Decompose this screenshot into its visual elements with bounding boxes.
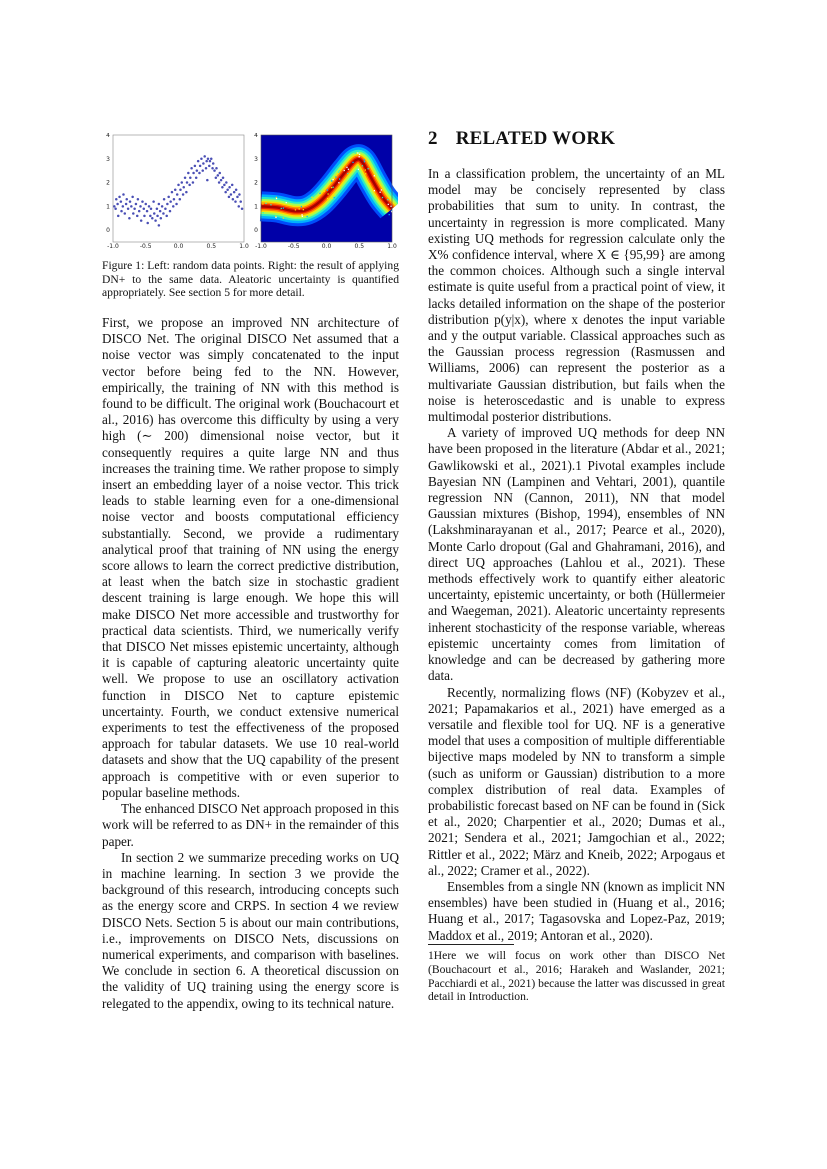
density-speckle xyxy=(265,203,266,204)
scatter-point xyxy=(116,203,119,206)
scatter-point xyxy=(203,155,206,158)
scatter-point xyxy=(175,203,178,206)
density-speckle xyxy=(359,154,360,155)
scatter-point xyxy=(160,217,163,220)
plot-frame xyxy=(113,135,244,242)
scatter-point xyxy=(194,165,197,168)
scatter-point xyxy=(164,207,167,210)
scatter-point xyxy=(140,219,143,222)
scatter-point xyxy=(132,212,135,215)
scatter-point xyxy=(174,188,177,191)
scatter-point xyxy=(221,186,224,189)
scatter-point xyxy=(201,169,204,172)
y-tick-label: 1 xyxy=(254,203,258,211)
paragraph-normalizing-flows: Recently, normalizing flows (NF) (Kobyzev et al., 2021; Papamakarios et al., 2021) have emerged as a versatile and flexible tool for UQ. NF is a generative model that uses a composition of multiple differentiable bijective maps modeled by NN to transform a simple (such as uniform or Gaussian) distribution to a more complex distribution of real data. Examples of probabilistic forecast based on NF can be found in (Sick et al., 2020; Charpentier et al., 2020; Dumas et al., 2021; Sendera et al., 2021; Jamgochian et al., 2022; Rittler et al., 2022; März and Kneib, 2022; Arpogaus et al., 2022; Cramer et al., 2022). xyxy=(428,684,726,878)
heatmap-figure xyxy=(252,133,398,253)
scatter-point xyxy=(205,167,208,170)
scatter-point xyxy=(196,169,199,172)
density-speckle xyxy=(381,189,382,190)
scatter-point xyxy=(126,198,129,201)
x-tick-label: 0.0 xyxy=(321,243,332,250)
scatter-point xyxy=(146,210,149,213)
scatter-point xyxy=(141,200,144,203)
x-tick-label: 1.0 xyxy=(239,243,249,250)
scatter-point xyxy=(135,203,138,206)
x-tick-label: 0.0 xyxy=(173,243,184,250)
density-speckle xyxy=(333,195,334,196)
density-speckle xyxy=(339,178,340,179)
scatter-point xyxy=(230,193,233,196)
density-speckle xyxy=(358,169,359,170)
scatter-point xyxy=(187,172,190,175)
density-speckle xyxy=(270,204,271,205)
scatter-point xyxy=(212,162,215,165)
scatter-point xyxy=(153,212,156,215)
y-tick-label: 3 xyxy=(106,155,110,163)
y-tick-label: 4 xyxy=(106,133,110,139)
scatter-point xyxy=(192,181,195,184)
density-speckle xyxy=(303,209,304,210)
scatter-point xyxy=(228,196,231,199)
density-speckle xyxy=(334,197,335,198)
scatter-point xyxy=(225,181,228,184)
scatter-point xyxy=(211,167,214,170)
scatter-point xyxy=(118,196,121,199)
footnote: 1Here we will focus on work other than DISCO Net (Bouchacourt et al., 2016; Harakeh and Waslander, 2021; Pacchiardi et al., 2021) because the latter was discussed in great detail in Introduction. xyxy=(428,949,725,1004)
scatter-point xyxy=(235,188,238,191)
density-speckle xyxy=(299,208,300,209)
density-speckle xyxy=(283,217,284,218)
scatter-point xyxy=(172,205,175,208)
density-speckle xyxy=(390,206,391,207)
density-speckle xyxy=(367,168,368,169)
scatter-point xyxy=(128,217,131,220)
density-speckle xyxy=(327,198,328,199)
x-tick-label: 0.5 xyxy=(206,243,217,250)
density-speckle xyxy=(301,214,302,215)
density-speckle xyxy=(364,159,365,160)
footnote-rule xyxy=(428,944,514,945)
scatter-point xyxy=(198,172,201,175)
scatter-point xyxy=(122,193,125,196)
scatter-point xyxy=(124,212,127,215)
scatter-point xyxy=(188,184,191,187)
scatter-point xyxy=(117,215,120,218)
scatter-point xyxy=(152,200,155,203)
scatter-point xyxy=(159,210,162,213)
density-speckle xyxy=(362,165,363,166)
density-speckle xyxy=(382,197,383,198)
x-tick-labels xyxy=(107,243,249,250)
scatter-point xyxy=(195,177,198,180)
left-column xyxy=(102,315,399,1012)
x-tick-label: -1.0 xyxy=(255,243,267,250)
scatter-point xyxy=(185,191,188,194)
scatter-point xyxy=(215,167,218,170)
section-heading xyxy=(428,128,615,150)
scatter-point xyxy=(150,207,153,210)
paragraph-implicit-ensembles: Ensembles from a single NN (known as implicit NN ensembles) have been studied in (Huang et al., 2016; Huang et al., 2017; Tagasovska and Lopez-Paz, 2019; Maddox et al., 2019; Antoran et al., 2020). xyxy=(428,878,725,943)
density-speckle xyxy=(365,173,366,174)
scatter-point xyxy=(114,207,117,210)
scatter-point xyxy=(146,222,149,225)
density-speckle xyxy=(301,206,302,207)
scatter-point xyxy=(137,198,140,201)
scatter-point xyxy=(125,203,128,206)
density-speckle xyxy=(374,190,375,191)
density-speckle xyxy=(387,199,388,200)
density-speckle xyxy=(332,179,333,180)
scatter-point xyxy=(234,200,237,203)
scatter-point xyxy=(238,205,241,208)
scatter-point xyxy=(113,205,116,208)
density-speckle xyxy=(324,191,325,192)
scatter-point xyxy=(197,160,200,163)
y-tick-label: 2 xyxy=(106,179,110,187)
scatter-point xyxy=(158,203,161,206)
density-speckle xyxy=(289,215,290,216)
scatter-point xyxy=(219,172,222,175)
scatter-point xyxy=(218,181,221,184)
scatter-point xyxy=(139,205,142,208)
density-speckle xyxy=(307,216,308,217)
scatter-point xyxy=(133,207,136,210)
scatter-point xyxy=(223,184,226,187)
scatter-point xyxy=(206,179,209,182)
density-speckle xyxy=(335,176,336,177)
scatter-point xyxy=(154,219,157,222)
scatter-point xyxy=(224,191,227,194)
density-speckle xyxy=(344,170,345,171)
x-tick-label: 0.5 xyxy=(354,243,365,250)
density-speckle xyxy=(359,156,360,157)
scatter-point xyxy=(177,184,180,187)
scatter-point xyxy=(138,210,141,213)
scatter-point xyxy=(122,205,125,208)
density-speckle xyxy=(295,209,296,210)
scatter-point xyxy=(156,215,159,218)
scatter-point xyxy=(162,212,165,215)
x-tick-label: -1.0 xyxy=(107,243,119,250)
density-speckle xyxy=(347,173,348,174)
scatter-point xyxy=(241,207,244,210)
scatter-point xyxy=(165,215,168,218)
y-tick-labels xyxy=(106,133,110,234)
scatter-point xyxy=(156,207,159,210)
scatter-point xyxy=(207,158,210,161)
scatter-point xyxy=(220,179,223,182)
y-tick-label: 3 xyxy=(254,155,258,163)
scatter-point xyxy=(231,184,234,187)
scatter-point xyxy=(236,196,239,199)
density-speckle xyxy=(331,187,332,188)
density-speckle xyxy=(302,216,303,217)
x-tick-label: -0.5 xyxy=(139,243,152,250)
density-speckle xyxy=(357,152,358,153)
scatter-point xyxy=(145,203,148,206)
scatter-point xyxy=(199,165,202,168)
scatter-point xyxy=(176,193,179,196)
y-tick-label: 4 xyxy=(254,133,258,139)
scatter-point xyxy=(167,196,170,199)
paragraph-dn-plus: The enhanced DISCO Net approach proposed in this work will be referred to as DN+ in the remainder of this paper. xyxy=(102,801,399,849)
density-speckle xyxy=(388,204,389,205)
scatter-point xyxy=(143,207,146,210)
scatter-point xyxy=(169,200,172,203)
density-speckle xyxy=(283,207,284,208)
density-speckle xyxy=(338,182,339,183)
scatter-point xyxy=(179,188,182,191)
y-tick-label: 0 xyxy=(254,227,258,235)
x-tick-labels xyxy=(255,243,397,250)
scatter-point xyxy=(217,174,220,177)
paragraph-contributions: First, we propose an improved NN architecture of DISCO Net. The original DISCO Net assumed that a noise vector was simply concatenated to the input vector before being fed to the NN. However, empirically, the training of NN with this method is found to be difficult. The original work (Bouchacourt et al., 2016) has overcome this difficulty by using a very high (∼ 200) dimensional noise vector, but it consequently requires a quite large NN and thus increases the training time. We rather propose to simply insert an embedding layer of a noise vector. This trick leads to stable learning even for a one-dimensional noise vector and boosts computational efficiency substantially. Second, we provide a rudimentary analytical proof that training of NN using the energy score allows to learn the correct predictive distribution, at least when the batch size in stochastic gradient descent training is large enough. We hope this will make DISCO Net more accessible and trustworthy for practical data scientists. Third, we numerically verify that DISCO Net misses epistemic uncertainty, although it is capable of capturing aleatoric uncertainty quite well. We propose to use an oscillatory activation function in DISCO Net to capture epistemic uncertainty. Fourth, we conduct extensive numerical experiments to test the effectiveness of the proposed approach for tabular datasets. We use 10 real-world datasets and show that the UQ capability of the present approach is competitive with or even superior to popular baseline methods. xyxy=(102,315,399,800)
scatter-point xyxy=(184,177,187,180)
paragraph-classification-uncertainty: In a classification problem, the uncertainty of an ML model may be concisely represented by class probabilities that sum to unity. In contrast, the uncertainty in regression is more complicated. Many existing UQ methods for regression calculate only the X% confidence interval, where X ∈ {95,99} are among the common choices. Although such a single interval estimate is quite useful from a practical point of view, it lacks detailed information on the shape of the posterior distribution p(y|x), where x denotes the input variable and y the output variable. Classical approaches such as the Gaussian process regression (Rasmussen and Williams, 2006) can represent the posterior as a multivariate Gaussian distribution, but fails when the noise is heteroscedastic and is unable to express multimodal posterior distributions. xyxy=(428,166,725,425)
density-speckle xyxy=(332,197,333,198)
density-speckle xyxy=(352,162,353,163)
section-number: 2 xyxy=(428,128,438,149)
density-speckle xyxy=(286,202,287,203)
scatter-point xyxy=(239,200,242,203)
scatter-point xyxy=(136,215,139,218)
scatter-point xyxy=(173,198,176,201)
density-speckle xyxy=(270,217,271,218)
density-speckle xyxy=(339,170,340,171)
y-tick-labels xyxy=(254,133,258,234)
scatter-point xyxy=(215,177,218,180)
scatter-point xyxy=(120,200,123,203)
scatter-point xyxy=(127,207,130,210)
density-speckle xyxy=(365,169,366,170)
scatter-point xyxy=(149,215,152,218)
density-speckle xyxy=(311,197,312,198)
density-speckle xyxy=(355,152,356,153)
scatter-point xyxy=(205,160,208,163)
scatter-point xyxy=(163,198,166,201)
scatter-point xyxy=(202,162,205,165)
figure-caption: Figure 1: Left: random data points. Right: the result of applying DN+ to the same data. Aleatoric uncertainty is quantified appropriately. See section 5 for more detail. xyxy=(102,259,399,300)
paragraph-uq-methods: A variety of improved UQ methods for deep NN have been proposed in the literature (Abdar et al., 2021; Gawlikowski et al., 2021).1 Pivotal examples include Bayesian NN (Lampinen and Vehtari, 2001), quantile regression NN (Cannon, 2011), NN that model Gaussian mixtures (Bishop, 1994), ensembles of NN (Lakshminarayanan et al., 2017; Pearce et al., 2020), Monte Carlo dropout (Gal and Ghahramani, 2016), and direct UQ approaches (Lahlou et al., 2021). These methods effectively work to quantify either aleatoric uncertainty, epistemic uncertainty, or both (Hüllermeier and Waegeman, 2021). Aleatoric uncertainty represents inherent stochasticity of the response variable, whereas epistemic uncertainty comes from limitation of knowledge and can be decreased by gathering more data. xyxy=(428,425,725,684)
scatter-point xyxy=(190,167,193,170)
density-speckle xyxy=(319,193,320,194)
y-tick-label: 2 xyxy=(254,179,258,187)
density-speckle xyxy=(327,193,328,194)
scatter-point xyxy=(208,165,211,168)
scatter-point xyxy=(148,205,151,208)
scatter-point xyxy=(181,181,184,184)
scatter-point xyxy=(210,158,213,161)
density-speckle xyxy=(348,169,349,170)
scatter-point xyxy=(232,198,235,201)
scatter-point xyxy=(161,205,164,208)
density-speckle xyxy=(333,187,334,188)
scatter-point xyxy=(182,193,185,196)
y-tick-label: 1 xyxy=(106,203,110,211)
density-speckle xyxy=(369,183,370,184)
scatter-point xyxy=(120,210,123,213)
y-tick-label: 0 xyxy=(106,227,110,235)
x-tick-label: -0.5 xyxy=(287,243,300,250)
scatter-point xyxy=(228,186,231,189)
scatter-point xyxy=(209,160,212,163)
density-speckle xyxy=(331,180,332,181)
scatter-point xyxy=(233,191,236,194)
density-speckle xyxy=(357,151,358,152)
density-speckle xyxy=(276,198,277,199)
scatter-point xyxy=(226,188,229,191)
scatter-point xyxy=(182,186,185,189)
paragraph-outline: In section 2 we summarize preceding works on UQ in machine learning. In section 3 we provide the background of this research, introducing concepts such as the energy score and CRPS. In section 4 we review DISCO Nets. Section 5 is about our main contributions, i.e., improvements on DISCO Nets, discussions on numerical experiments, and comparison with baselines. We conclude in section 6. A theoretical discussion on the validity of UQ training using the energy score is relegated to the appendix, owing to its technical nature. xyxy=(102,849,399,1011)
density-speckle xyxy=(262,203,263,204)
density-speckle xyxy=(346,167,347,168)
scatter-point xyxy=(151,217,154,220)
x-tick-label: 1.0 xyxy=(387,243,397,250)
density-speckle xyxy=(281,208,282,209)
scatter-point xyxy=(238,193,241,196)
density-speckle xyxy=(374,175,375,176)
right-column xyxy=(428,166,725,944)
scatter-point xyxy=(186,181,189,184)
scatter-point xyxy=(222,177,225,180)
scatter-point xyxy=(129,200,132,203)
density-speckle xyxy=(339,188,340,189)
density-speckle xyxy=(389,214,390,215)
scatter-point xyxy=(115,198,118,201)
scatter-point xyxy=(200,158,203,161)
scatter-point xyxy=(131,196,134,199)
scatter-point xyxy=(179,198,182,201)
density-speckle xyxy=(275,217,276,218)
density-speckle xyxy=(327,189,328,190)
scatter-point xyxy=(166,203,169,206)
scatter-point xyxy=(189,177,192,180)
scatter-plot-figure xyxy=(104,133,250,253)
scatter-point xyxy=(158,224,161,227)
scatter-point xyxy=(171,191,174,194)
scatter-point xyxy=(143,215,146,218)
scatter-point xyxy=(213,169,216,172)
density-speckle xyxy=(364,161,365,162)
scatter-point xyxy=(169,210,172,213)
scatter-point xyxy=(130,205,133,208)
density-speckle xyxy=(338,172,339,173)
density-speckle xyxy=(379,192,380,193)
density-speckle xyxy=(263,212,264,213)
section-title: RELATED WORK xyxy=(455,128,616,149)
scatter-point xyxy=(192,172,195,175)
